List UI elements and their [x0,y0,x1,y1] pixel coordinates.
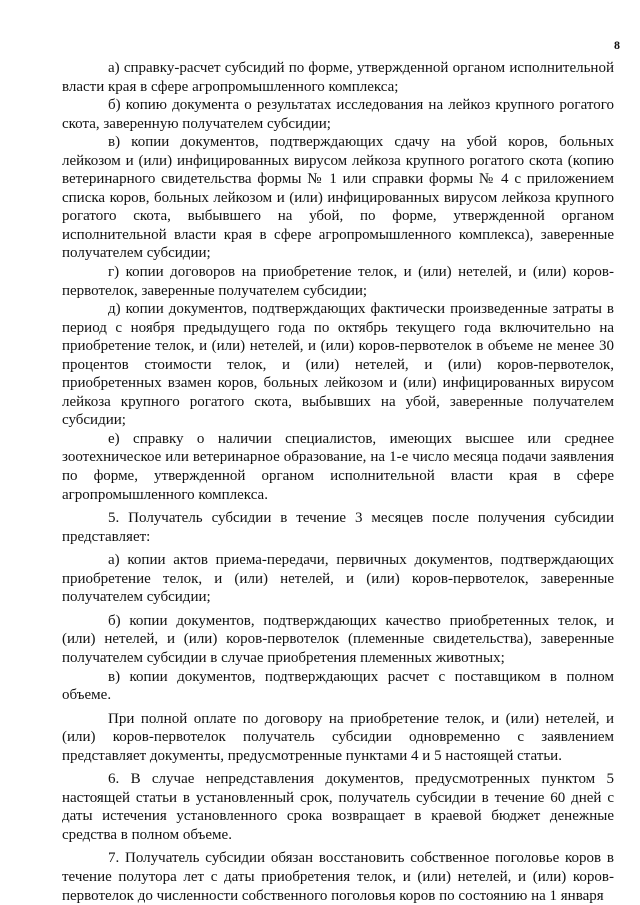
paragraph-section-6: 6. В случае непредставления документов, предусмотренных пунктом 5 настоящей статьи в установленный срок, получатель субсидии в течение 60 дней с даты истечения установленного срока возвращает в краевой бюджет денежные средства в полном объеме. [62,771,614,843]
paragraph-section-5-item-v: в) копии документов, подтверждающих расчет с поставщиком в полном объеме. [62,668,614,704]
paragraph-section-5-item-a: а) копии актов приема-передачи, первичных документов, подтверждающих приобретение телок, и (или) нетелей, и (или) коров-первотелок, заверенные получателем субсидии; [62,552,614,606]
paragraph-item-v-slaughter-docs: в) копии документов, подтверждающих сдачу на убой коров, больных лейкозом и (или) инфицированных вирусом лейкоза крупного рогатого скота (копию ветеринарного свидетельства формы № 1 или справки формы № 4 с приложением списка коров, больных лейкозом и (или) инфицированных вирусом лейкоза крупного рогатого скота, выбывшего на убой, по форме, утвержденной органом исполнительной власти края в сфере агропромышленного комплекса), заверенные получателем субсидии; [62,134,614,262]
paragraph-item-d-costs: д) копии документов, подтверждающих фактически произведенные затраты в период с ноября предыдущего года по октябрь текущего года включительно на приобретение телок, и (или) нетелей, и (или) коров-первотелок в объеме не менее 30 процентов стоимости телок, и (или) нетелей, и (или) коров-первотелок, приобретенных взамен коров, больных лейкозом и (или) инфицированных вирусом лейкоза крупного рогатого скота, выбывших на убой, заверенные получателем субсидии; [62,301,614,429]
paragraph-item-g-contracts: г) копии договоров на приобретение телок, и (или) нетелей, и (или) коров-первотелок, заверенные получателем субсидии; [62,264,614,299]
paragraph-section-7: 7. Получатель субсидии обязан восстановить собственное поголовье коров в течение полутора лет с даты приобретения телок, и (или) нетелей, и (или) коров-первотелок до численности собственного поголовья коров по состоянию на 1 января [62,850,614,904]
paragraph-item-e-specialists: е) справку о наличии специалистов, имеющих высшее или среднее зоотехническое или ветеринарное образование, на 1-е число месяца подачи заявления по форме, утвержденной органом исполнительной власти края в сфере агропромышленного комплекса. [62,430,614,503]
paragraph-section-5: 5. Получатель субсидии в течение 3 месяцев после получения субсидии представляет: [62,510,614,545]
paragraph-item-b-leukosis-test: б) копию документа о результатах исследования на лейкоз крупного рогатого скота, заверенную получателем субсидии; [62,97,614,132]
paragraph-section-5-item-b: б) копии документов, подтверждающих качество приобретенных телок, и (или) нетелей, и (или) коров-первотелок (племенные свидетельства), заверенные получателем субсидии в случае приобретения племенных животных; [62,612,614,666]
paragraph-item-a-calculation: а) справку-расчет субсидий по форме, утвержденной органом исполнительной власти края в сфере агропромышленного комплекса; [62,60,614,95]
page-number: 8 [614,38,620,52]
document-body [62,59,614,905]
paragraph-full-payment: При полной оплате по договору на приобретение телок, и (или) нетелей, и (или) коров-первотелок получатель субсидии одновременно с заявлением представляет документы, предусмотренные пунктами 4 и 5 настоящей статьи. [62,710,614,764]
